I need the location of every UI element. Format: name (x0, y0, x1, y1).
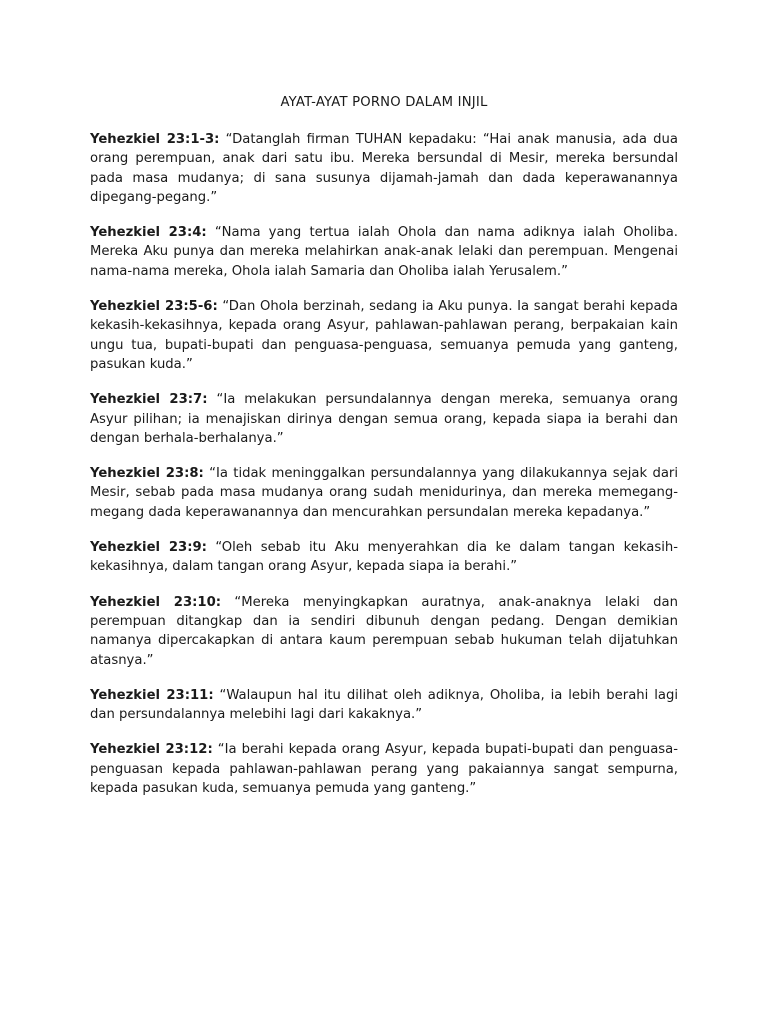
document-page (90, 93, 678, 814)
verse-paragraph (90, 223, 678, 281)
verse-reference: Yehezkiel 23:4: (90, 225, 207, 241)
document-title: AYAT-AYAT PORNO DALAM INJIL (280, 95, 488, 110)
verse-paragraph (90, 390, 678, 448)
verse-reference: Yehezkiel 23:11: (90, 687, 214, 703)
verse-text: “Nama yang tertua ialah Ohola dan nama adiknya ialah Oholiba. Mereka Aku punya dan mereka melahirkan anak-anak lelaki dan perempuan. Mengenai nama-nama mereka, Ohola ialah Samaria dan Oholiba ialah Yerusalem.” (90, 225, 678, 279)
verse-reference: Yehezkiel 23:10: (90, 594, 222, 610)
verse-reference: Yehezkiel 23:12: (90, 742, 213, 758)
verse-paragraph (90, 297, 678, 374)
verse-reference: Yehezkiel 23:1-3: (90, 132, 220, 147)
verse-text: “Mereka menyingkapkan auratnya, anak-anaknya lelaki dan perempuan ditangkap dan ia sendiri dibunuh dengan pedang. Dengan demikian namanya dipercakapkan di antara kaum perempuan sebab hukuman telah dijatuhkan atasnya.” (90, 594, 678, 668)
verse-paragraph (90, 538, 678, 577)
verse-paragraph (90, 740, 678, 798)
verse-text: “Datanglah firman TUHAN kepadaku: “Hai anak manusia, ada dua orang perempuan, anak dari satu ibu. Mereka bersundal di Mesir, mereka bersundal pada masa mudanya; di sana susunya dijamah-jamah dan dada keperawanannya dipegang-pegang.” (90, 132, 678, 205)
verse-text: “Walaupun hal itu dilihat oleh adiknya, Oholiba, ia lebih berahi lagi dan persundalannya melebihi lagi dari kakaknya.” (90, 687, 678, 723)
verse-paragraph (90, 464, 678, 522)
verse-text: “Oleh sebab itu Aku menyerahkan dia ke dalam tangan kekasih-kekasihnya, dalam tangan orang Asyur, kepada siapa ia berahi.” (90, 540, 678, 575)
verse-reference: Yehezkiel 23:9: (90, 540, 207, 556)
verse-text: “Dan Ohola berzinah, sedang ia Aku punya. Ia sangat berahi kepada kekasih-kekasihnya, kepada orang Asyur, pahlawan-pahlawan perang, berpakaian kain ungu tua, bupati-bupati dan penguasa-penguasa, semuanya pemuda yang ganteng, pasukan kuda.” (90, 299, 678, 372)
verse-text: “Ia melakukan persundalannya dengan mereka, semuanya orang Asyur pilihan; ia menajiskan dirinya dengan semua orang, kepada siapa ia berahi dan dengan berhala-berhalanya.” (90, 392, 679, 446)
verse-paragraph (90, 686, 678, 725)
verse-paragraph (90, 130, 678, 207)
verse-reference: Yehezkiel 23:7: (90, 392, 208, 408)
verse-reference: Yehezkiel 23:5-6: (90, 299, 218, 315)
verse-text: “Ia tidak meninggalkan persundalannya yang dilakukannya sejak dari Mesir, sebab pada masa mudanya orang sudah menidurinya, dan mereka memegang-megang dada keperawanannya dan mencurahkan persundalan mereka kepadanya.” (90, 466, 678, 520)
verse-text: “Ia berahi kepada orang Asyur, kepada bupati-bupati dan penguasa-penguasan kepada pahlawan-pahlawan perang yang pakaiannya sangat sempurna, kepada pasukan kuda, semuanya pemuda yang ganteng.” (90, 742, 678, 797)
verse-paragraph (90, 593, 678, 670)
verse-reference: Yehezkiel 23:8: (90, 466, 204, 482)
